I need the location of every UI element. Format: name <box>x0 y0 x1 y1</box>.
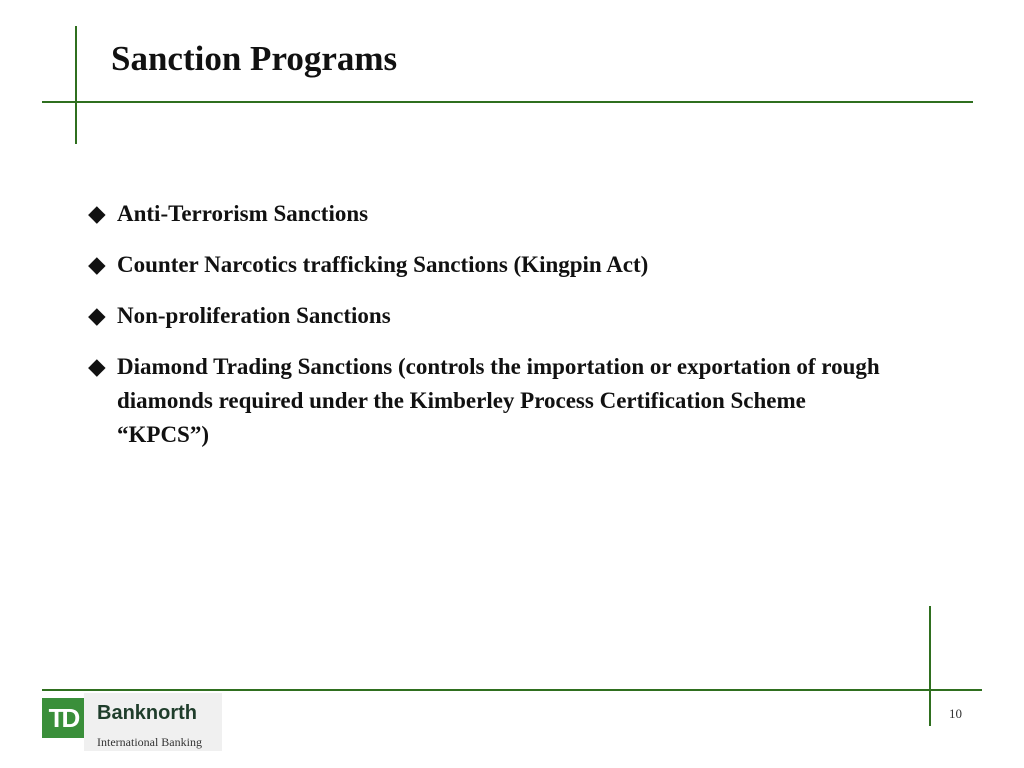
brand-name: Banknorth <box>97 702 197 724</box>
footer-vertical-rule <box>929 606 931 726</box>
bullet-item <box>88 197 888 231</box>
bullet-text: Anti-Terrorism Sanctions <box>117 201 369 226</box>
diamond-bullet-icon: ◆ <box>88 354 106 379</box>
bullet-item <box>88 350 888 452</box>
slide-title: Sanction Programs <box>111 39 398 78</box>
bullet-item <box>88 248 888 282</box>
bullet-item <box>88 299 888 333</box>
bullet-list <box>88 197 888 452</box>
td-logo-icon: TD <box>42 698 84 738</box>
page-number: 10 <box>949 706 962 721</box>
diamond-bullet-icon: ◆ <box>88 303 106 328</box>
footer-horizontal-rule <box>42 689 982 691</box>
bullet-text: Diamond Trading Sanctions (controls the importation or exportation of rough diamonds required under the Kimberley Process Certification Scheme “KPCS”) <box>117 354 880 447</box>
header-horizontal-rule <box>42 101 973 103</box>
division-label: International Banking <box>97 735 202 749</box>
header-vertical-rule <box>75 26 77 144</box>
bullet-text: Counter Narcotics trafficking Sanctions (Kingpin Act) <box>117 252 649 277</box>
diamond-bullet-icon: ◆ <box>88 201 106 226</box>
diamond-bullet-icon: ◆ <box>88 252 106 277</box>
bullet-text: Non-proliferation Sanctions <box>117 303 391 328</box>
